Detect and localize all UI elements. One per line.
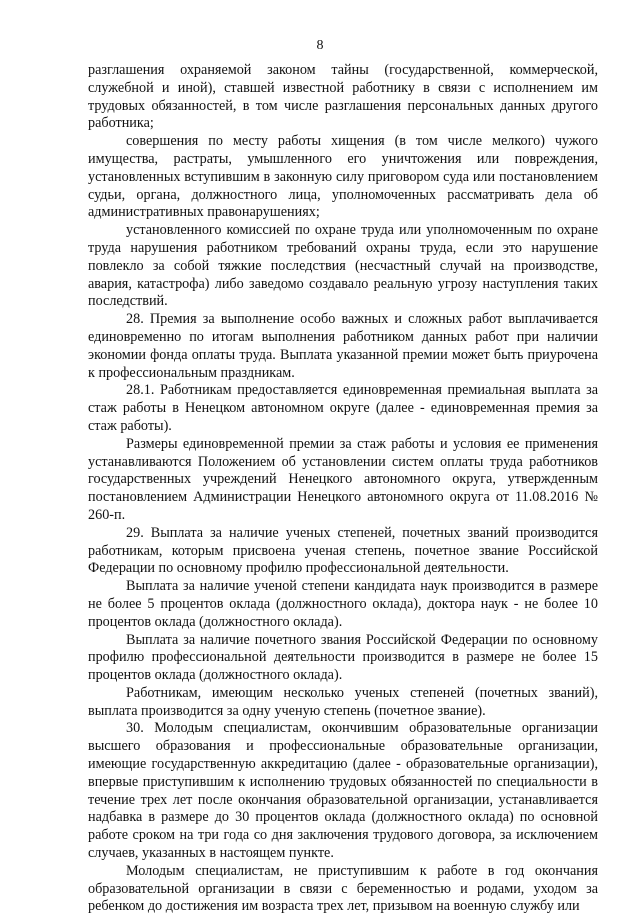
page-number: 8 <box>316 38 324 53</box>
paragraph-9: Выплата за наличие почетного звания Российской Федерации по основному профилю профессиональной деятельности производится в размере не более 15 процентов оклада (должностного оклада). <box>88 631 598 684</box>
paragraph-12: Молодым специалистам, не приступившим к работе в год окончания образовательной организации в связи с беременностью и родами, уходом за ребенком до достижения им возраста трех лет, призывом на военную службу или <box>88 862 598 915</box>
paragraph-11: 30. Молодым специалистам, окончившим образовательные организации высшего образования и профессиональные образовательные организации, имеющие государственную аккредитацию (далее - образовательные организации), впервые приступившим к исполнению трудовых обязанностей по специальности в течение трех лет после окончания образовательной организации, устанавливается надбавка в размере до 30 процентов оклада (должностного оклада) по основной работе сроком на три года со дня заключения трудового договора, за исключением случаев, указанных в настоящем пункте. <box>88 720 598 862</box>
paragraph-10: Работникам, имеющим несколько ученых степеней (почетных званий), выплата производится за одну ученую степень (почетное звание). <box>88 684 598 719</box>
paragraph-3: установленного комиссией по охране труда или уполномоченным по охране труда нарушения работником требований охраны труда, если это нарушение повлекло за собой тяжкие последствия (несчастный случай на производстве, авария, катастрофа) либо заведомо создавало реальную угрозу наступления таких последствий. <box>88 222 598 310</box>
paragraph-5: 28.1. Работникам предоставляется единовременная премиальная выплата за стаж работы в Ненецком автономном округе (далее - единовременная премия за стаж работы). <box>88 382 598 434</box>
paragraph-2: совершения по месту работы хищения (в том числе мелкого) чужого имущества, растраты, умышленного его уничтожения или повреждения, установленных вступившим в законную силу приговором суда или постановлением судьи, органа, должностного лица, уполномоченных рассматривать дела об административных правонарушениях; <box>88 133 598 221</box>
paragraph-6: Размеры единовременной премии за стаж работы и условия ее применения устанавливаются Положением об установлении систем оплаты труда работников государственных учреждений Ненецкого автономного округа, утвержденным постановлением Администрации Ненецкого автономного округа от 11.08.2016 № 260-п. <box>88 435 598 523</box>
paragraph-1: разглашения охраняемой законом тайны (государственной, коммерческой, служебной и иной), ставшей известной работнику в связи с исполнением им трудовых обязанностей, в том числе разглашения персональных данных другого работника; <box>88 62 598 132</box>
paragraph-7: 29. Выплата за наличие ученых степеней, почетных званий производится работникам, которым присвоена ученая степень, почетное звание Российской Федерации по основному профилю профессиональной деятельности. <box>88 524 598 577</box>
document-body <box>88 62 598 916</box>
paragraph-8: Выплата за наличие ученой степени кандидата наук производится в размере не более 5 процентов оклада (должностного оклада), доктора наук - не более 10 процентов оклада (должностного оклада). <box>88 578 598 630</box>
paragraph-4: 28. Премия за выполнение особо важных и сложных работ выплачивается единовременно по итогам выполнения работником данных работ при наличии экономии фонда оплаты труда. Выплата указанной премии может быть приурочена к профессиональным праздникам. <box>88 311 598 381</box>
